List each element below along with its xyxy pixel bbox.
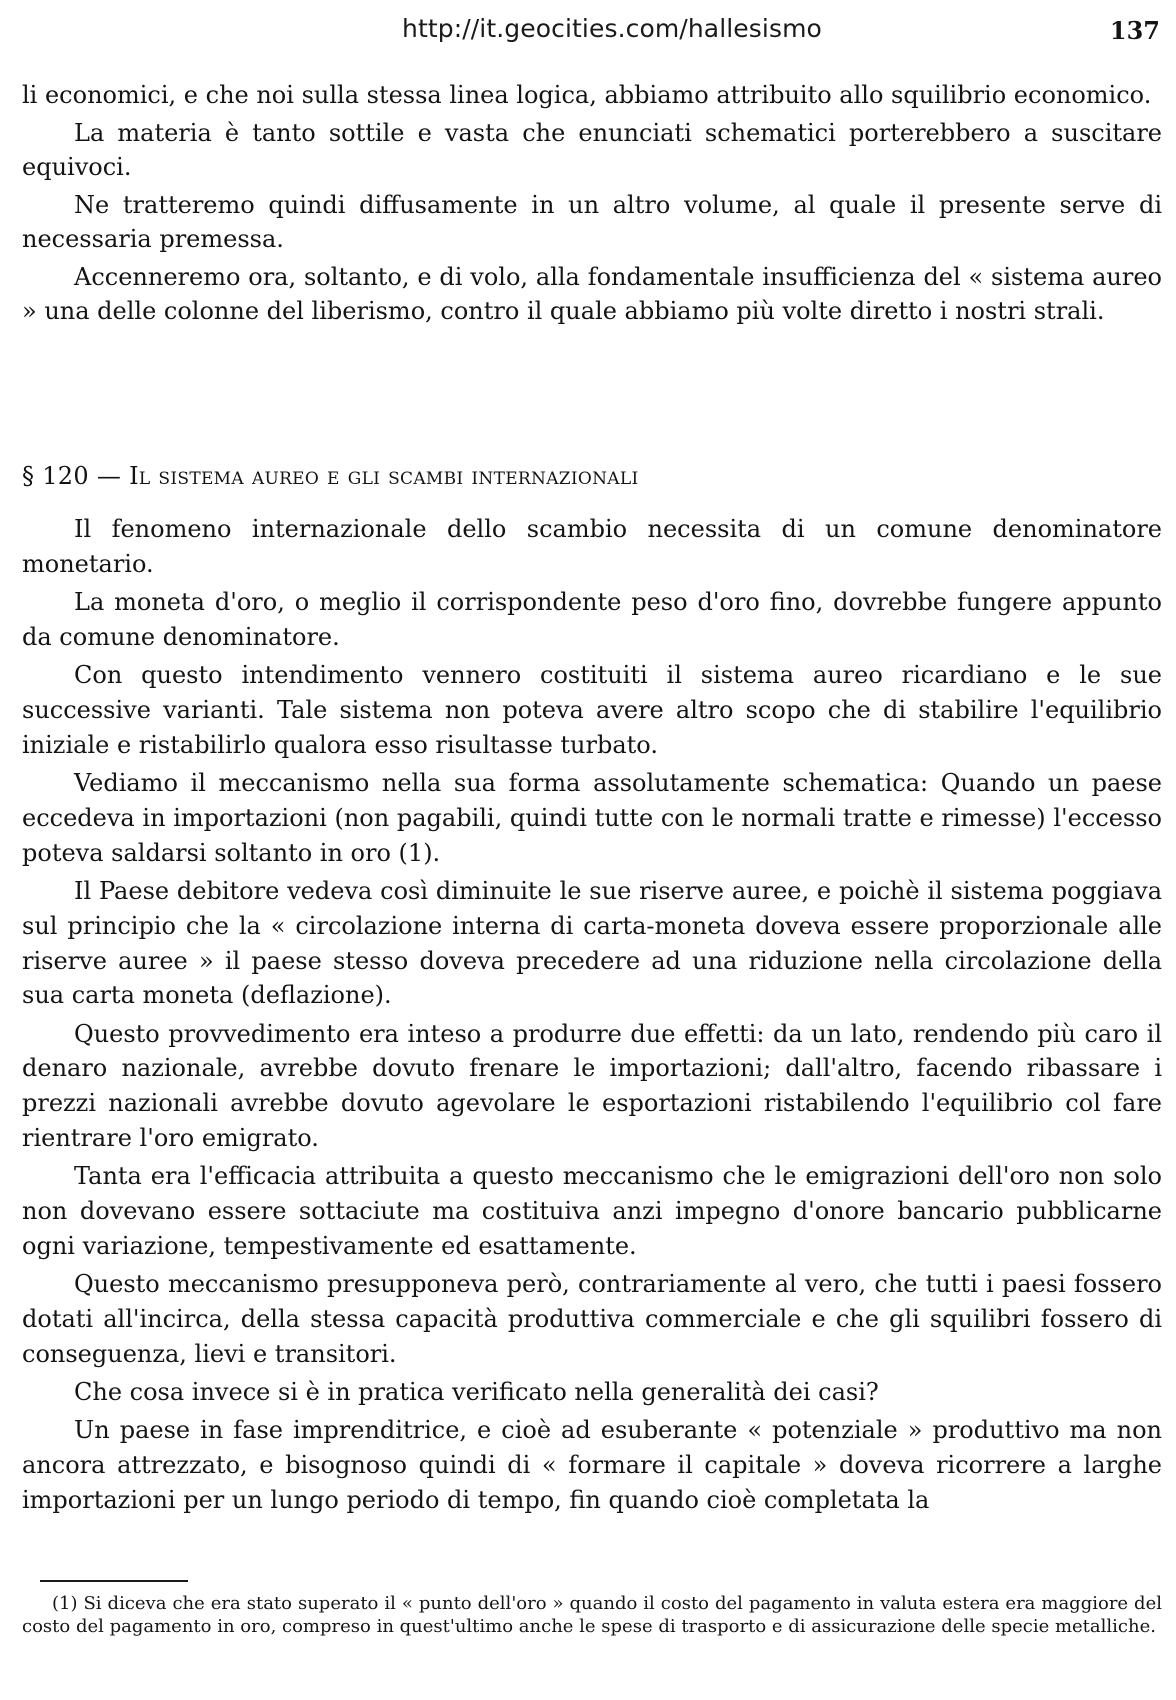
paragraph: Il fenomeno internazionale dello scambio necessita di un comune denominatore monetario. [22, 515, 1162, 578]
footnote-divider [40, 1580, 188, 1582]
paragraph: Questo meccanismo presupponeva però, contrariamente al vero, che tutti i paesi fossero dotati all'incirca, della stessa capacità produttiva commerciale e che gli squilibri fossero di conseguenza, lievi e transitori. [22, 1270, 1162, 1368]
section-title: Il sistema aureo e gli scambi internazionali [129, 462, 639, 490]
paragraph: li economici, e che noi sulla stessa linea logica, abbiamo attribuito allo squilibrio economico. [22, 81, 1152, 109]
header-url: http://it.geocities.com/hallesismo [402, 14, 822, 43]
paragraph: Vediamo il meccanismo nella sua forma assolutamente schematica: Quando un paese eccedeva in importazioni (non pagabili, quindi tutte con le normali tratte e rimesse) l'eccesso poteva saldarsi soltanto in oro (1). [22, 769, 1162, 867]
footnote: (1) Si diceva che era stato superato il « punto dell'oro » quando il costo del pagamento in valuta estera era maggiore del costo del pagamento in oro, compreso in quest'ultimo anche le spese di trasporto e di assicurazione delle specie metalliche. [22, 1593, 1162, 1637]
page-number: 137 [1109, 16, 1160, 45]
paragraph: La moneta d'oro, o meglio il corrispondente peso d'oro fino, dovrebbe fungere appunto da comune denominatore. [22, 588, 1162, 651]
section-body [22, 512, 1162, 1521]
section-number: § 120 — [22, 462, 122, 490]
paragraph: Tanta era l'efficacia attribuita a questo meccanismo che le emigrazioni dell'oro non solo non dovevano essere sottaciute ma costituiva anzi impegno d'onore bancario pubblicarne ogni variazione, tempestivamente ed esattamente. [22, 1162, 1162, 1260]
section-heading [22, 462, 1162, 490]
paragraph: Con questo intendimento vennero costituiti il sistema aureo ricardiano e le sue successive varianti. Tale sistema non poteva avere altro scopo che di stabilire l'equilibrio iniziale e ristabilirlo qualora esso risultasse turbato. [22, 661, 1162, 759]
paragraph: Ne tratteremo quindi diffusamente in un altro volume, al quale il presente serve di necessaria premessa. [22, 190, 1162, 253]
paragraph: Il Paese debitore vedeva così diminuite le sue riserve auree, e poichè il sistema poggiava sul principio che la « circolazione interna di carta-moneta doveva essere proporzionale alle riserve auree » il paese stesso doveva precedere ad una riduzione nella circolazione della sua carta moneta (deflazione). [22, 876, 1162, 1010]
paragraph: Che cosa invece si è in pratica verificato nella generalità dei casi? [74, 1378, 879, 1407]
paragraph: Un paese in fase imprenditrice, e cioè ad esuberante « potenziale » produttivo ma non ancora attrezzato, e bisognoso quindi di « formare il capitale » doveva ricorrere a larghe importazioni per un lungo periodo di tempo, fin quando cioè completata la [22, 1416, 1162, 1515]
paragraph: Questo provvedimento era inteso a produrre due effetti: da un lato, rendendo più caro il denaro nazionale, avrebbe dovuto frenare le importazioni; dall'altro, facendo ribassare i prezzi nazionali avrebbe dovuto agevolare le esportazioni ristabilendo l'equilibrio col fare rientrare l'oro emigrato. [22, 1019, 1162, 1153]
paragraph: La materia è tanto sottile e vasta che enunciati schematici porterebbero a suscitare equivoci. [22, 118, 1162, 181]
paragraph: Accenneremo ora, soltanto, e di volo, alla fondamentale insufficienza del « sistema aureo » una delle colonne del liberismo, contro il quale abbiamo più volte diretto i nostri strali. [22, 262, 1162, 325]
intro-text [22, 78, 1162, 332]
